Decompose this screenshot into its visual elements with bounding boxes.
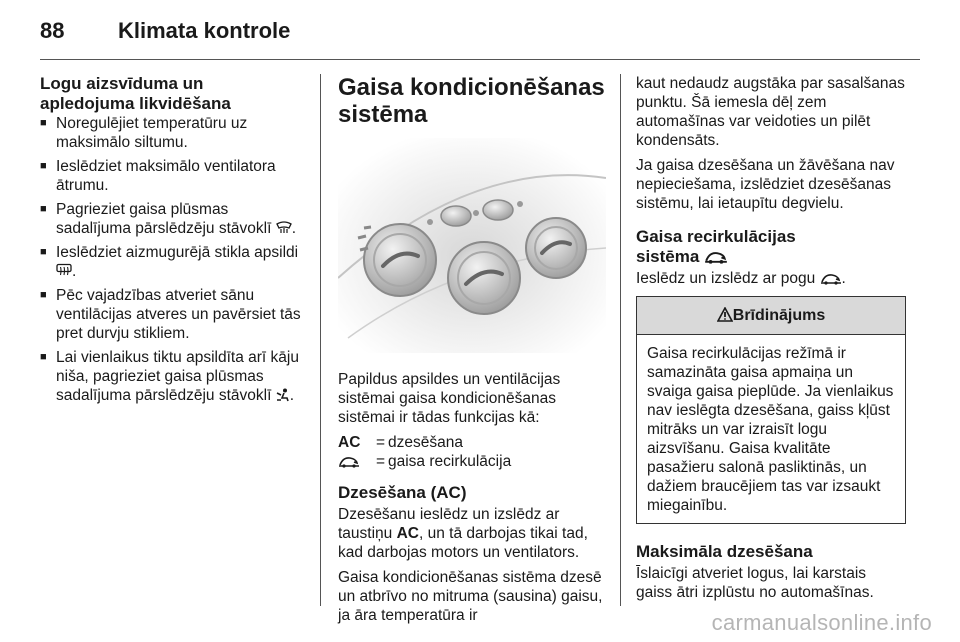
windscreen-footwell-icon [276, 388, 290, 402]
recirculation-icon [704, 251, 728, 264]
page-title: Klimata kontrole [118, 18, 291, 43]
header-divider [40, 59, 920, 60]
list-item: ■ Pēc vajadzības atveriet sānu ventilācijas atveres un pavērsiet tās pret durvju stikliem. [40, 286, 305, 343]
column-ac [338, 74, 606, 631]
cooling-paragraph: Dzesēšanu ieslēdz un izslēdz ar taustiņu AC, un tā darbojas tikai tad, kad darbojas motors un ventilators. [338, 506, 588, 561]
list-item: ■ Pagrieziet gaisa plūsmas sadalījuma pārslēdzēju stāvoklī . [40, 200, 305, 238]
warning-text: Gaisa recirkulācijas režīmā ir samazināta gaisa apmaiņa un svaiga gaisa pieplūde. Ja vienlaikus nav ieslēgta dzesēšana, gaiss kļūst mitrāks un var izraisīt logu aizsvīšanu. Gaisa kvalitāte pasažieru salonā pasliktinās, un dažiem braucējiem tas var izsaukt miegainību. [647, 345, 894, 514]
recirculation-text: Ieslēdz un izslēdz ar pogu . [636, 270, 846, 287]
condensate-paragraph: kaut nedaudz augstāka par sasalšanas punktu. Šā iemesla dēļ zem automašīnas var veidoties un pilēt kondensāts. [636, 75, 905, 149]
page-header [40, 18, 290, 48]
list-item: ■ Lai vienlaikus tiktu apsildīta arī kāju niša, pagrieziet gaisa plūsmas sadalījuma pārslēdzēju stāvoklī . [40, 348, 305, 405]
list-item: ■ Ieslēdziet aizmugurējā stikla apsildi . [40, 243, 305, 281]
climate-control-panel-illustration [338, 138, 606, 353]
column-divider-2 [620, 74, 621, 606]
column-defog [40, 74, 305, 410]
recirculation-icon [338, 456, 360, 468]
ac-functions-table [338, 433, 606, 471]
warning-header [637, 297, 905, 335]
windscreen-airflow-icon [276, 221, 292, 234]
page-number: 88 [40, 18, 65, 43]
defog-steps [40, 114, 305, 405]
max-cooling-text: Īslaicīgi atveriet logus, lai karstais gaiss ātri izplūstu no automašīnas. [636, 565, 874, 601]
table-row: AC = dzesēšana [338, 434, 463, 451]
rear-window-heat-icon [56, 263, 72, 276]
defog-heading: Logu aizsvīduma un apledojuma likvidēšana [40, 74, 231, 113]
cooling-paragraph-2: Gaisa kondicionēšanas sistēma dzesē un atbrīvo no mitruma (sausina) gaisu, ja āra temperatūra ir [338, 569, 603, 624]
column-recirculation [636, 74, 906, 608]
ac-heading: Gaisa kondicionēšanas sistēma [338, 74, 605, 128]
warning-box [636, 296, 906, 524]
recirculation-icon [820, 273, 842, 285]
warning-title: Brīdinājums [732, 307, 826, 324]
column-divider-1 [320, 74, 321, 606]
cooling-heading: Dzesēšana (AC) [338, 483, 467, 502]
ac-intro: Papildus apsildes un ventilācijas sistēmai gaisa kondicionēšanas sistēmai ir tādas funkcijas kā: [338, 371, 561, 426]
warning-triangle-icon [717, 307, 733, 322]
list-item: ■ Noregulējiet temperatūru uz maksimālo siltumu. [40, 114, 305, 152]
list-item: ■ Ieslēdziet maksimālo ventilatora ātrumu. [40, 157, 305, 195]
watermark: carmanualsonline.info [711, 610, 932, 635]
recirculation-heading: Gaisa recirkulācijas sistēma [636, 227, 796, 266]
table-row: = gaisa recirkulācija [338, 452, 606, 471]
max-cooling-heading: Maksimāla dzesēšana [636, 542, 813, 561]
fuel-saving-paragraph: Ja gaisa dzesēšana un žāvēšana nav nepieciešama, izslēdziet dzesēšanas sistēmu, lai ietaupītu degvielu. [636, 157, 895, 212]
